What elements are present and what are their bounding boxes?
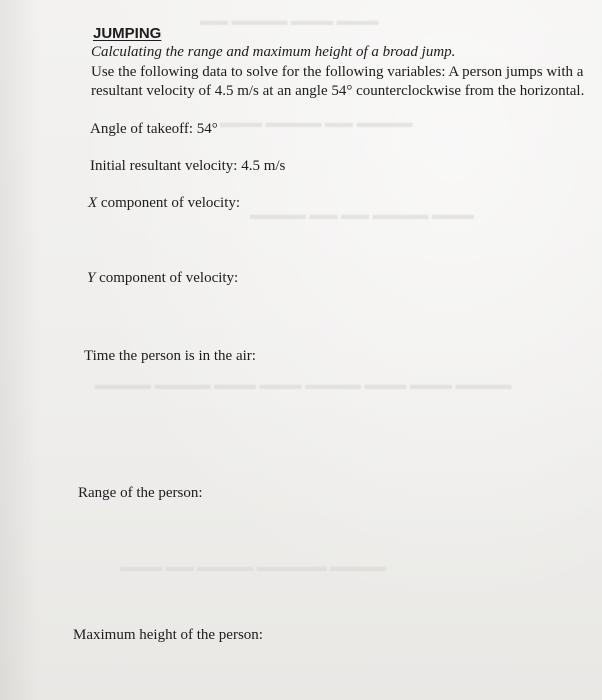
bleed-through-mark: ▬▬▬▬ ▬▬▬ ▬▬▬ ▬▬▬▬ ▬▬▬ ▬▬▬ ▬▬▬▬ ▬▬▬▬ <box>95 378 512 393</box>
y-component-text: component of velocity: <box>95 270 239 286</box>
time-in-air-label: Time the person is in the air: <box>84 348 256 364</box>
x-component-label <box>88 193 240 213</box>
bleed-through-mark: ▬▬▬▬ ▬▬▬▬▬ ▬▬▬▬ ▬▬ ▬▬▬ <box>120 560 386 575</box>
angle-of-takeoff-label: Angle of takeoff: 54° <box>90 121 218 137</box>
bleed-through-mark: ▬▬▬▬ ▬▬ ▬▬▬▬ ▬▬▬ <box>220 116 413 131</box>
x-symbol: X <box>88 195 98 211</box>
worksheet-heading: JUMPING <box>93 25 162 42</box>
page-shadow <box>0 0 40 700</box>
bleed-through-mark: ▬▬▬ ▬▬▬ ▬▬▬▬ ▬▬ <box>200 14 379 29</box>
instructions-line-2: resultant velocity of 4.5 m/s at an angle 54° counterclockwise from the horizontal. <box>91 83 585 99</box>
y-symbol: Y <box>87 270 96 286</box>
bleed-through-mark: ▬▬▬ ▬▬▬▬ ▬▬ ▬▬ ▬▬▬▬ <box>250 208 474 223</box>
initial-velocity-label: Initial resultant velocity: 4.5 m/s <box>90 158 286 174</box>
x-component-text: component of velocity: <box>97 195 241 211</box>
worksheet-subtitle: Calculating the range and maximum height of a broad jump. <box>91 44 456 60</box>
max-height-label: Maximum height of the person: <box>73 627 263 643</box>
instructions-line-1: Use the following data to solve for the following variables: A person jumps with a <box>91 64 584 80</box>
range-label: Range of the person: <box>78 485 203 501</box>
y-component-label <box>87 268 238 288</box>
